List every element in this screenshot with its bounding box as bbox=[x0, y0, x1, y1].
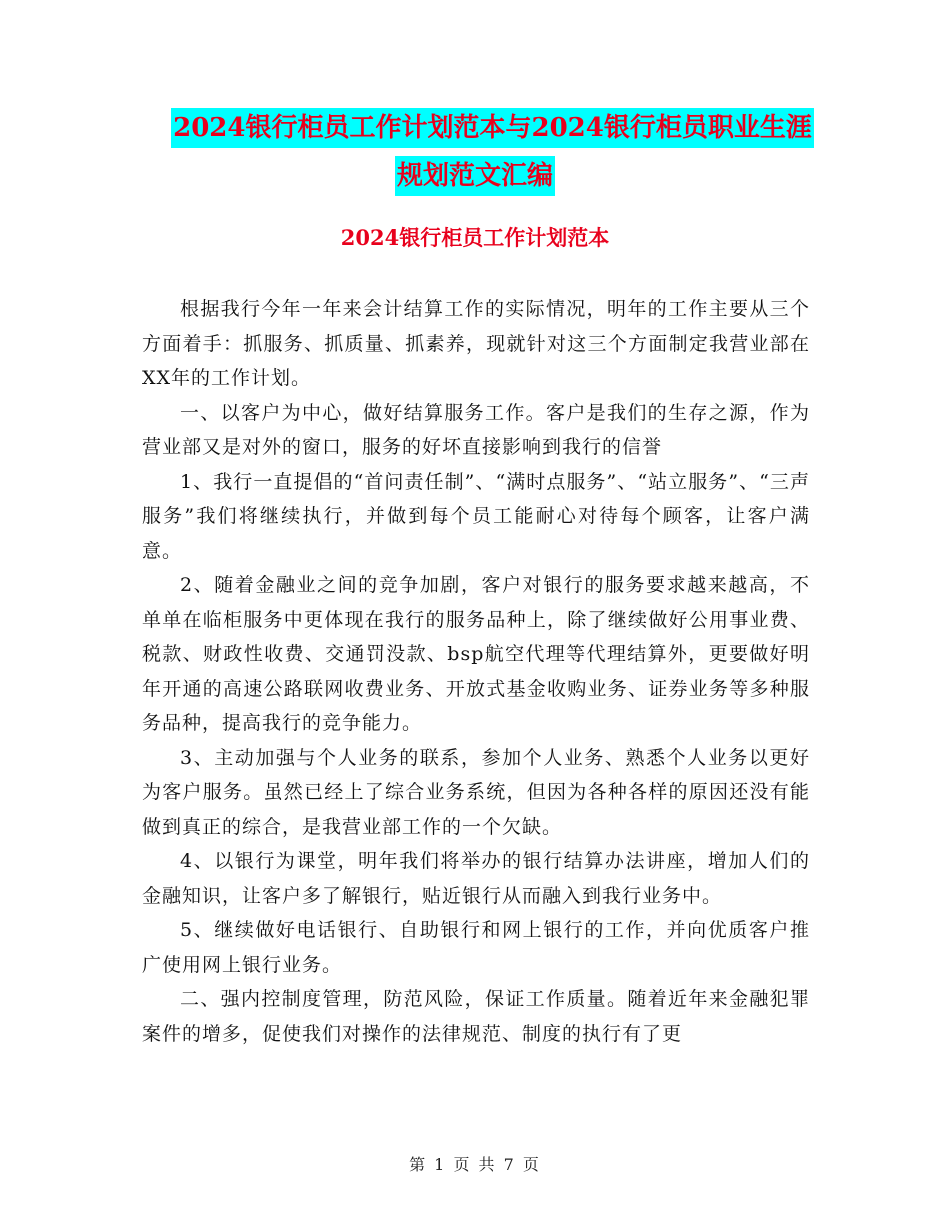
document-title bbox=[0, 108, 950, 204]
paragraph: 5、继续做好电话银行、自助银行和网上银行的工作，并向优质客户推广使用网上银行业务。 bbox=[142, 919, 810, 976]
paragraph: 1、我行一直提倡的“首问责任制”、“满时点服务”、“站立服务”、“三声服务”我们将继续执行，并做到每个员工能耐心对待每个顾客，让客户满意。 bbox=[142, 470, 810, 562]
paragraph: 2、随着金融业之间的竞争加剧，客户对银行的服务要求越来越高，不单单在临柜服务中更体现在我行的服务品种上，除了继续做好公用事业费、税款、财政性收费、交通罚没款、bsp航空代理等代理结算外，更要做好明年开通的高速公路联网收费业务、开放式基金收购业务、证券业务等多种服务品种，提高我行的竞争能力。 bbox=[142, 574, 810, 734]
paragraph: 3、主动加强与个人业务的联系，参加个人业务、熟悉个人业务以更好为客户服务。虽然已经上了综合业务系统，但因为各种各样的原因还没有能做到真正的综合，是我营业部工作的一个欠缺。 bbox=[142, 746, 810, 838]
paragraph: 4、以银行为课堂，明年我们将举办的银行结算办法讲座，增加人们的金融知识，让客户多了解银行，贴近银行从而融入到我行业务中。 bbox=[142, 850, 810, 907]
body-text bbox=[142, 292, 810, 1051]
title-line-2: 规划范文汇编 bbox=[395, 156, 555, 196]
section-title: 2024银行柜员工作计划范本 bbox=[340, 225, 610, 250]
paragraph: 二、强内控制度管理，防范风险，保证工作质量。随着近年来金融犯罪案件的增多，促使我们对操作的法律规范、制度的执行有了更 bbox=[142, 988, 810, 1045]
paragraph: 根据我行今年一年来会计结算工作的实际情况，明年的工作主要从三个方面着手：抓服务、抓质量、抓素养，现就针对这三个方面制定我营业部在XX年的工作计划。 bbox=[142, 298, 810, 389]
title-line-1: 2024银行柜员工作计划范本与2024银行柜员职业生涯 bbox=[171, 108, 814, 148]
page-footer: 第 1 页 共 7 页 bbox=[409, 1155, 541, 1174]
paragraph: 一、以客户为中心，做好结算服务工作。客户是我们的生存之源，作为营业部又是对外的窗口，服务的好坏直接影响到我行的信誉 bbox=[142, 401, 810, 458]
